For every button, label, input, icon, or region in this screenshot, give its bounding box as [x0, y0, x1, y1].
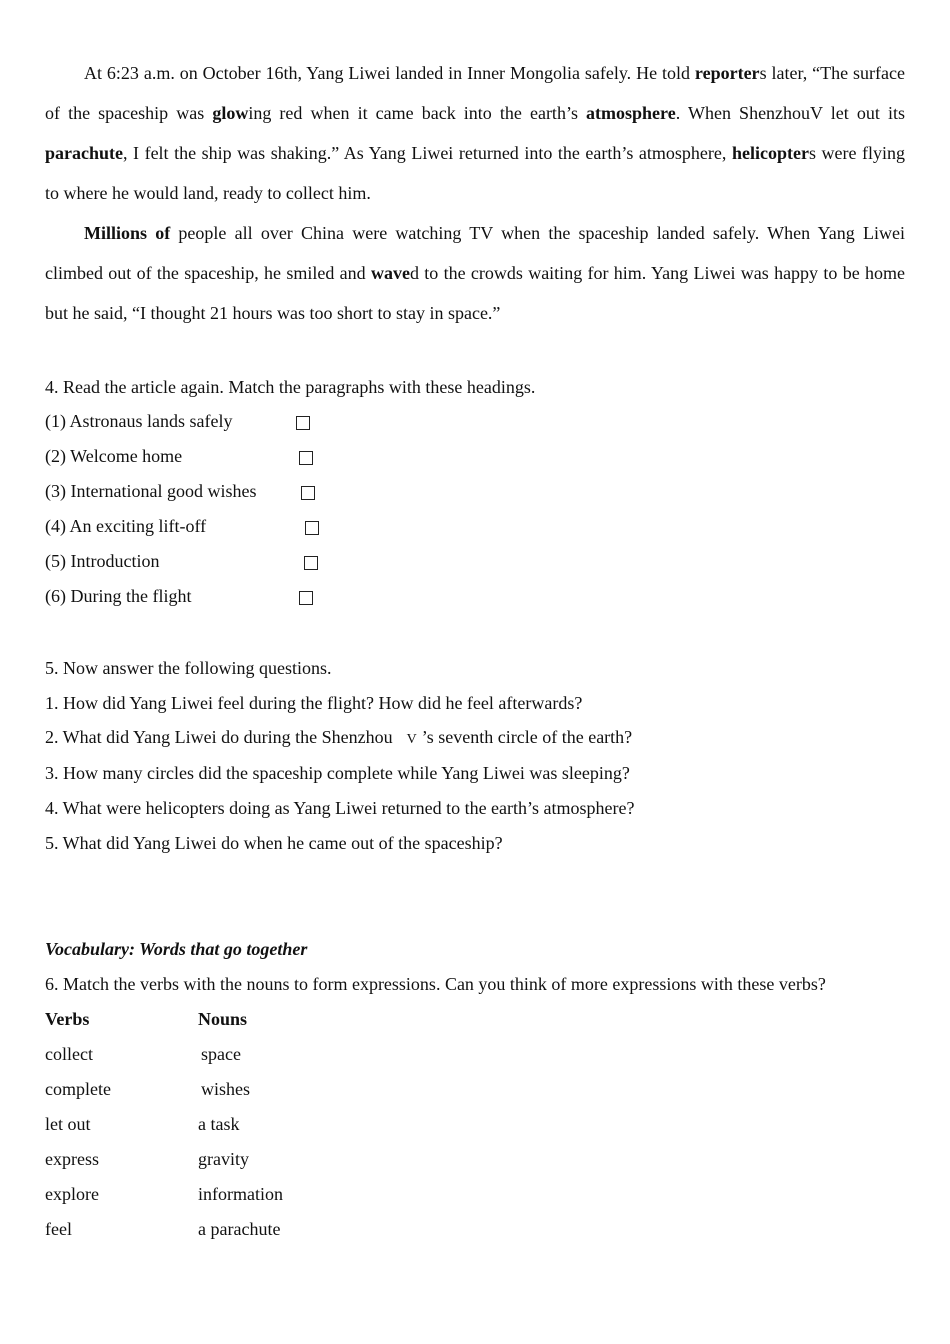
vocab-keyword: helicopter	[731, 143, 809, 163]
article-text: At 6:23 a.m. on October 16th, Yang Liwei landed in Inner Mongolia safely. He told	[84, 63, 695, 83]
vocab-keyword: wave	[370, 263, 410, 283]
question-item: 4. What were helicopters doing as Yang Liwei returned to the earth’s atmosphere?	[45, 798, 635, 818]
article-text: s later, “The surface of the spaceship was	[45, 63, 905, 123]
vocab-keyword: reporter	[694, 63, 760, 83]
heading-item: (4) An exciting lift-off	[45, 516, 207, 536]
answer-checkbox[interactable]	[299, 591, 313, 605]
noun-item: a task	[198, 1114, 240, 1134]
heading-item: (2) Welcome home	[45, 446, 183, 466]
question-text: ’s seventh circle of the earth?	[421, 727, 633, 747]
q6-prompt: 6. Match the verbs with the nouns to form expressions. Can you think of more expressions with these verbs?	[45, 974, 826, 994]
heading-item: (5) Introduction	[45, 551, 160, 571]
answer-checkbox[interactable]	[304, 556, 318, 570]
verb-item: complete	[45, 1079, 111, 1099]
question-item: 1. How did Yang Liwei feel during the flight? How did he feel afterwards?	[45, 693, 583, 713]
question-item: 3. How many circles did the spaceship complete while Yang Liwei was sleeping?	[45, 763, 630, 783]
article-paragraph-1	[45, 53, 905, 213]
noun-item: wishes	[201, 1079, 250, 1099]
article-text: ing red when it came back into the earth’s	[248, 103, 587, 123]
q4-prompt: 4. Read the article again. Match the paragraphs with these headings.	[45, 377, 536, 397]
verb-item: collect	[45, 1044, 93, 1064]
roman-numeral: V	[406, 732, 417, 747]
article-text: s were flying to where he would land, ready to collect him.	[45, 143, 905, 203]
noun-item: information	[198, 1184, 283, 1204]
noun-item: space	[201, 1044, 241, 1064]
article-text: . When ShenzhouV let out its	[675, 103, 905, 123]
verbs-header: Verbs	[45, 1009, 90, 1029]
answer-checkbox[interactable]	[301, 486, 315, 500]
verb-item: express	[45, 1149, 99, 1169]
article-text: people all over China were watching TV when the spaceship landed safely. When Yang Liwei climbed out of the spaceship, he smiled and	[45, 223, 905, 283]
question-item	[45, 727, 632, 748]
heading-item: (1) Astronaus lands safely	[45, 411, 233, 431]
verb-item: feel	[45, 1219, 72, 1239]
verb-item: let out	[45, 1114, 91, 1134]
article-text: , I felt the ship was shaking.” As Yang Liwei returned into the earth’s atmosphere,	[123, 143, 732, 163]
vocab-keyword: atmosphere	[586, 103, 676, 123]
vocab-keyword: parachute	[45, 143, 123, 163]
answer-checkbox[interactable]	[296, 416, 310, 430]
noun-item: gravity	[198, 1149, 249, 1169]
question-text: 2. What did Yang Liwei do during the Shenzhou	[45, 727, 393, 747]
noun-item: a parachute	[198, 1219, 281, 1239]
article-text: d to the crowds waiting for him. Yang Liwei was happy to be home but he said, “I thought 21 hours was too short to stay in space.”	[45, 263, 905, 323]
nouns-header: Nouns	[198, 1009, 248, 1029]
vocab-keyword: glow	[212, 103, 249, 123]
answer-checkbox[interactable]	[305, 521, 319, 535]
heading-item: (3) International good wishes	[45, 481, 257, 501]
heading-item: (6) During the flight	[45, 586, 192, 606]
verb-item: explore	[45, 1184, 99, 1204]
vocabulary-heading: Vocabulary: Words that go together	[45, 939, 308, 959]
vocab-keyword: Millions of	[84, 223, 171, 243]
q5-prompt: 5. Now answer the following questions.	[45, 658, 332, 678]
question-item: 5. What did Yang Liwei do when he came out of the spaceship?	[45, 833, 503, 853]
article-paragraph-2	[45, 213, 905, 333]
answer-checkbox[interactable]	[299, 451, 313, 465]
